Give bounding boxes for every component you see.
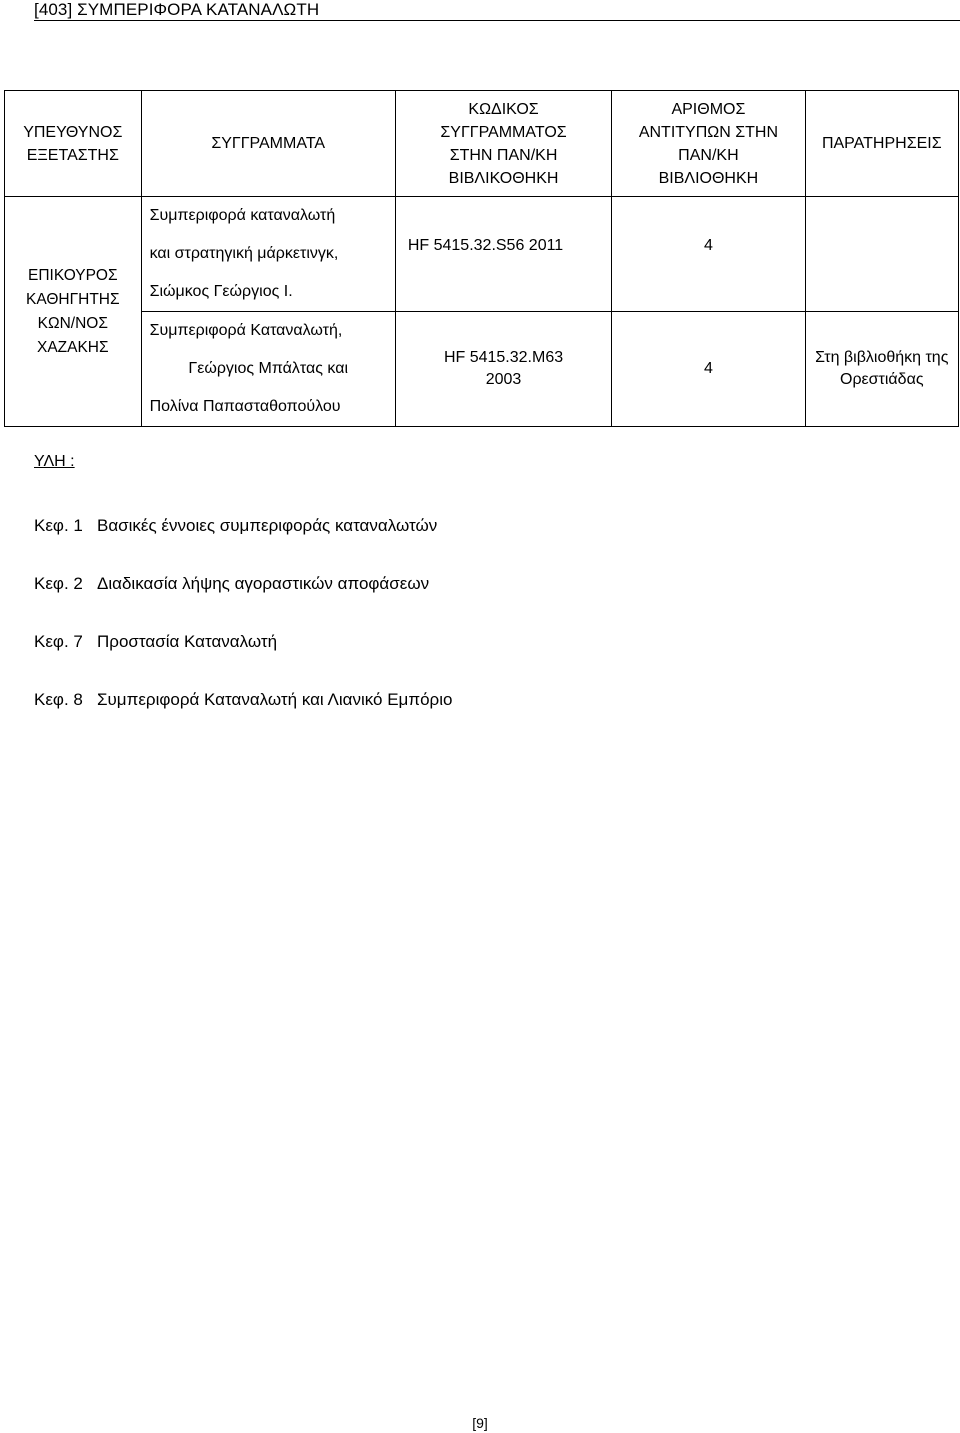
list-item — [34, 632, 452, 690]
book-line: και στρατηγική μάρκετινγκ, — [149, 245, 339, 262]
notes-cell — [805, 197, 958, 312]
table-header-row — [5, 91, 959, 197]
notes-cell — [805, 312, 958, 427]
page-number: [9] — [472, 1415, 488, 1431]
book-line: Γεώργιος Μπάλτας και — [188, 360, 349, 377]
copies-count: 4 — [703, 237, 713, 254]
book-code: HF 5415.32.M63 2003 — [443, 349, 564, 388]
header-examiner: ΥΠΕΥΘΥΝΟΣ ΕΞΕΤΑΣΤΗΣ — [5, 91, 142, 197]
textbooks-table — [4, 90, 959, 427]
chapter-title: Βασικές έννοιες συμπεριφοράς καταναλωτών — [97, 516, 438, 535]
chapter-number: Κεφ. 7 — [34, 632, 83, 651]
list-item — [34, 574, 452, 632]
book-code: HF 5415.32.S56 2011 — [407, 237, 564, 254]
book-cell — [141, 312, 395, 427]
course-title — [34, 0, 960, 21]
list-item — [34, 690, 452, 748]
examiner-cell — [5, 197, 142, 427]
table-row — [5, 197, 959, 312]
header-code: ΚΩΔΙΚΟΣ ΣΥΓΓΡΑΜΜΑΤΟΣ ΣΤΗΝ ΠΑΝ/ΚΗ ΒΙΒΛΙΚΟΘΗΚΗ — [395, 91, 611, 197]
code-cell — [395, 197, 611, 312]
chapter-title: Προστασία Καταναλωτή — [97, 632, 278, 651]
copies-cell — [612, 312, 805, 427]
book-line: Σιώμκος Γεώργιος Ι. — [149, 283, 293, 300]
copies-cell — [612, 197, 805, 312]
code-cell — [395, 312, 611, 427]
syllabus-label: ΥΛΗ : — [34, 453, 75, 470]
chapter-number: Κεφ. 2 — [34, 574, 83, 593]
chapter-number: Κεφ. 8 — [34, 690, 83, 709]
copies-count: 4 — [703, 360, 713, 377]
header-notes: ΠΑΡΑΤΗΡΗΣΕΙΣ — [805, 91, 958, 197]
notes-text: Στη βιβλιοθήκη της Ορεστιάδας — [815, 349, 949, 388]
chapter-title: Διαδικασία λήψης αγοραστικών αποφάσεων — [97, 574, 430, 593]
header-copies: ΑΡΙΘΜΟΣ ΑΝΤΙΤΥΠΩΝ ΣΤΗΝ ΠΑΝ/ΚΗ ΒΙΒΛΙΟΘΗΚΗ — [612, 91, 805, 197]
book-line: Πολίνα Παπασταθοπούλου — [149, 398, 341, 415]
chapter-title: Συμπεριφορά Καταναλωτή και Λιανικό Εμπόριο — [97, 690, 453, 709]
chapter-list — [34, 516, 452, 748]
table-row — [5, 312, 959, 427]
chapter-number: Κεφ. 1 — [34, 516, 83, 535]
book-line: Συμπεριφορά Καταναλωτή, — [149, 322, 343, 339]
examiner-name: ΕΠΙΚΟΥΡΟΣ ΚΑΘΗΓΗΤΗΣ ΚΩΝ/ΝΟΣ ΧΑΖΑΚΗΣ — [26, 266, 120, 356]
book-line: Συμπεριφορά καταναλωτή — [149, 207, 336, 224]
header-books: ΣΥΓΓΡΑΜΜΑΤΑ — [141, 91, 395, 197]
book-cell — [141, 197, 395, 312]
course-title-text: [403] ΣΥΜΠΕΡΙΦΟΡΑ ΚΑΤΑΝΑΛΩΤΗ — [34, 0, 320, 19]
list-item — [34, 516, 452, 574]
